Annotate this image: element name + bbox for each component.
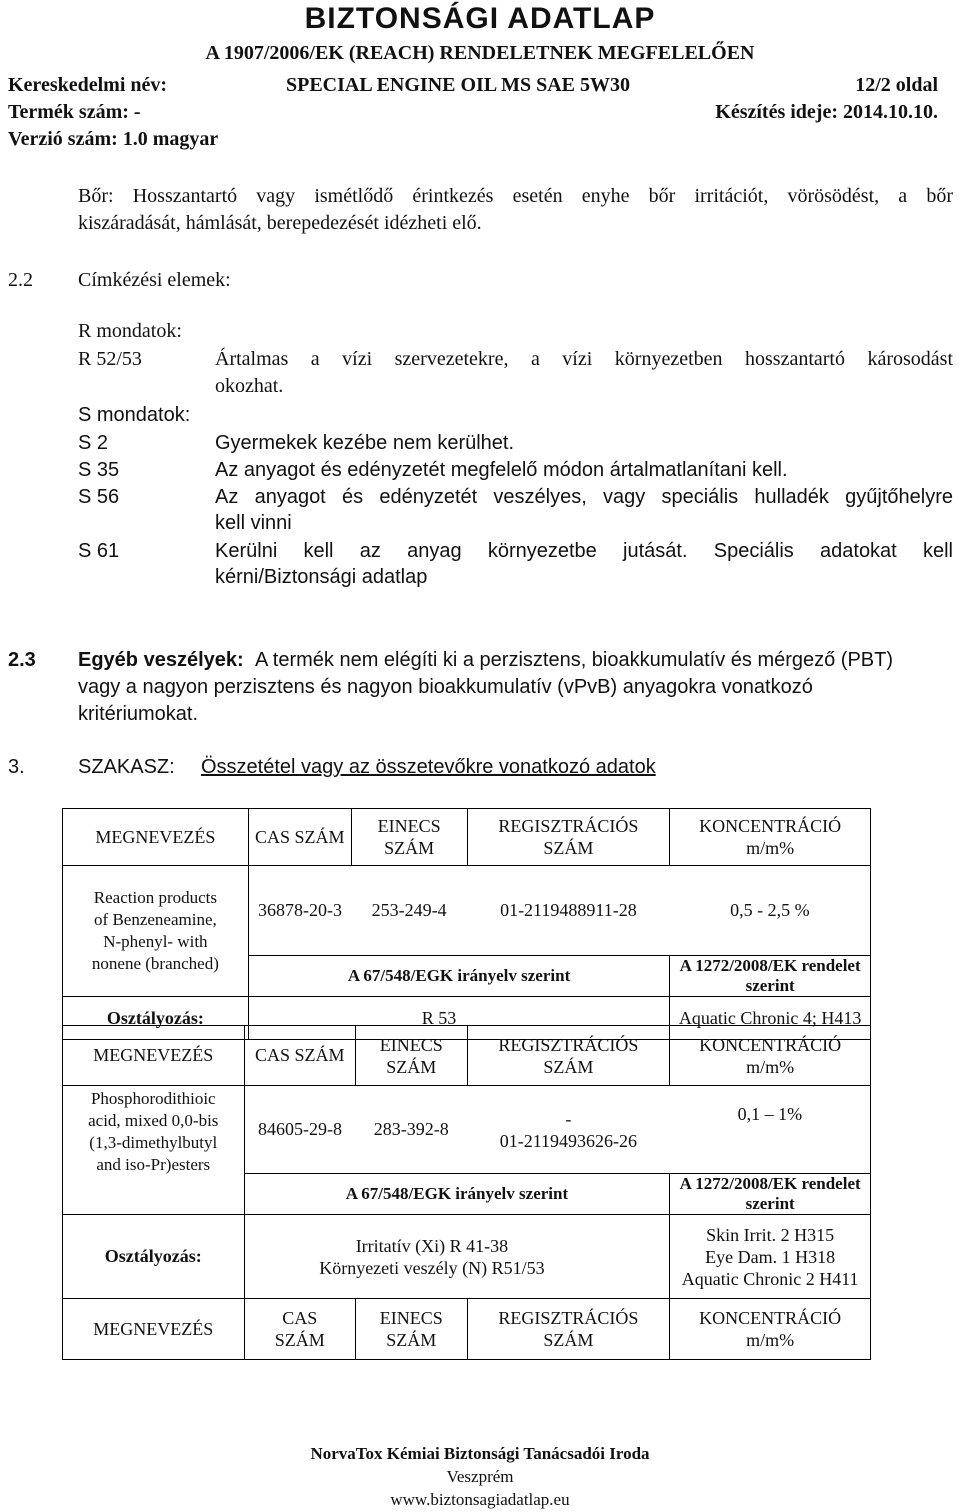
header-concentration: KONCENTRÁCIÓ m/m% [670,1026,871,1086]
header-name: MEGNEVEZÉS [63,1026,245,1086]
classification-67-548: Irritatív (Xi) R 41-38 Környezeti veszély (N) R51/53 [244,1215,670,1299]
directive-67-548-label: A 67/548/EGK irányelv szerint [248,956,669,997]
s-phrase-code: S 2 [78,432,109,454]
creation-date: Készítés ideje: 2014.10.10. [715,101,938,123]
section-2-3-text-line-3: kritériumokat. [78,703,199,725]
component-1-cas: 36878-20-3 [258,900,343,920]
header-cas: CAS SZÁM [244,1026,355,1086]
classification-label: Osztályozás: [63,997,249,1040]
regulation-1272-label: A 1272/2008/EK rendelet szerint [670,1174,871,1215]
component-2-einecs: 283-392-8 [373,1119,449,1139]
document-title: BIZTONSÁGI ADATLAP [304,2,656,35]
r-phrase-code: R 52/53 [78,348,142,370]
s-phrase-text-line-1: Az anyagot és edényzetét veszélyes, vagy speciális hulladék gyűjtőhelyre [215,486,953,508]
directive-67-548-label: A 67/548/EGK irányelv szerint [244,1174,670,1215]
header-einecs: EINECS SZÁM [351,809,467,866]
header-name: MEGNEVEZÉS [63,1299,245,1360]
regulation-1272-label: A 1272/2008/EK rendelet szerint [670,956,871,997]
section-3-prefix: SZAKASZ: [78,756,175,778]
component-1-einecs: 253-249-4 [371,900,447,920]
header-cas: CAS SZÁM [244,1299,355,1360]
s-phrase-text-line-1: Kerülni kell az anyag környezetbe jutását. Speciális adatokat kell [215,540,953,562]
footer-organization: NorvaTox Kémiai Biztonsági Tanácsadói Iroda [310,1444,650,1463]
component-1-name: Reaction products of Benzeneamine, N-phenyl- with nonene (branched) [63,866,249,997]
header-einecs: EINECS SZÁM [356,1299,467,1360]
section-3-number: 3. [8,756,25,778]
s-phrases-heading: S mondatok: [78,404,191,426]
section-2-2-number: 2.2 [8,269,33,291]
section-2-2-title: Címkézési elemek: [78,269,231,291]
s-phrase-code: S 61 [78,540,120,562]
trade-name-label: Kereskedelmi név: [8,74,168,96]
s-phrase-text-line-2: kell vinni [215,512,292,534]
header-cas: CAS SZÁM [248,809,351,866]
component-2-cas: 84605-29-8 [258,1119,343,1139]
header-einecs: EINECS SZÁM [356,1026,467,1086]
component-2-registration: - 01-2119493626-26 [499,1108,638,1151]
component-1-registration: 01-2119488911-28 [500,900,637,920]
composition-table-1 [62,808,871,1040]
s-phrase-text: Az anyagot és edényzetét megfelelő módon ártalmatlanítani kell. [215,459,788,481]
r-phrase-text-line-1: Ártalmas a vízi szervezetekre, a vízi környezetben hosszantartó károsodást [215,348,953,370]
r-phrases-heading: R mondatok: [78,320,182,342]
header-concentration: KONCENTRÁCIÓ m/m% [670,809,871,866]
r-phrase-text-line-2: okozhat. [215,375,284,397]
section-2-3-text-line-2: vagy a nagyon perzisztens és nagyon bioakkumulatív (vPvB) anyagokra vonatkozó [78,676,813,698]
classification-1272: Aquatic Chronic 4; H413 [670,997,871,1040]
footer-city: Veszprém [446,1467,514,1486]
s-phrase-text: Gyermekek kezébe nem kerülhet. [215,432,515,454]
skin-text-line-2: kiszáradását, hámlását, berepedezését idézheti elő. [78,212,482,234]
header-registration: REGISZTRÁCIÓS SZÁM [467,809,670,866]
trade-name: SPECIAL ENGINE OIL MS SAE 5W30 [286,74,630,96]
classification-67-548: R 53 [248,997,669,1040]
header-concentration: KONCENTRÁCIÓ m/m% [670,1299,871,1360]
page-number: 12/2 oldal [855,74,938,96]
section-2-3-label: Egyéb veszélyek: [78,649,244,671]
component-2-name: Phosphorodithioic acid, mixed 0,0-bis (1,3-dimethylbutyl and iso-Pr)esters [63,1086,245,1215]
version-number: Verzió szám: 1.0 magyar [8,128,219,150]
section-3-title: Összetétel vagy az összetevőkre vonatkozó adatok [201,756,656,778]
s-phrase-text-line-2: kérni/Biztonsági adatlap [215,566,428,588]
section-2-3-number: 2.3 [8,649,36,671]
product-number: Termék szám: - [8,101,141,123]
skin-text-line-1: Bőr: Hosszantartó vagy ismétlődő érintkezés esetén enyhe bőr irritációt, vörösödést, a bőr [78,185,953,207]
classification-1272: Skin Irrit. 2 H315 Eye Dam. 1 H318 Aquatic Chronic 2 H411 [670,1215,871,1299]
regulation-subtitle: A 1907/2006/EK (REACH) RENDELETNEK MEGFELELŐEN [205,42,755,64]
section-2-3-text-line-1: A termék nem elégíti ki a perzisztens, bioakkumulatív és mérgező (PBT) [255,649,894,671]
header-registration: REGISZTRÁCIÓS SZÁM [467,1299,670,1360]
classification-label: Osztályozás: [63,1215,245,1299]
component-2-concentration: 0,1 – 1% [670,1086,871,1174]
s-phrase-code: S 35 [78,459,120,481]
composition-table-2 [62,1025,871,1360]
s-phrase-code: S 56 [78,486,120,508]
header-name: MEGNEVEZÉS [63,809,249,866]
footer-url[interactable]: www.biztonsagiadatlap.eu [390,1490,570,1509]
header-registration: REGISZTRÁCIÓS SZÁM [467,1026,670,1086]
component-1-concentration: 0,5 - 2,5 % [670,866,871,956]
